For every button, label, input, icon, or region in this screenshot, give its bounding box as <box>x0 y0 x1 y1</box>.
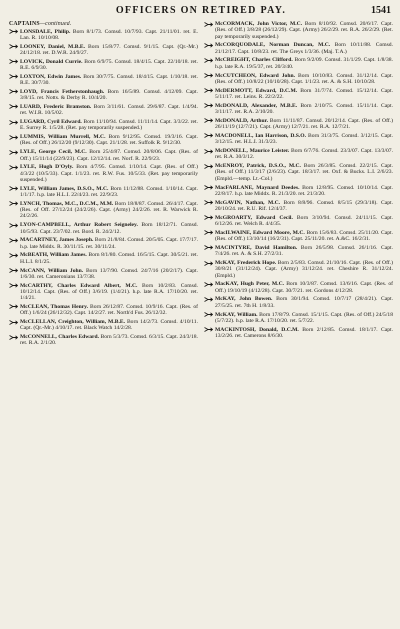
service-record: Born 14/2/73. Comsd. 4/10/11. Capt. (Qr.-Mr.) 4/10/17. ret. Black Watch 14/2/28. <box>20 319 198 332</box>
columns <box>9 21 393 349</box>
officer-entry <box>9 29 198 42</box>
swords-icon <box>204 261 213 266</box>
officer-entry <box>9 283 198 302</box>
officer-entry <box>9 304 198 317</box>
officer-entry <box>204 57 393 70</box>
officer-entry <box>9 134 198 147</box>
officer-entry <box>204 200 393 213</box>
swords-icon <box>9 186 18 191</box>
officer-name: McDERMOTT, Edward, D.C.M. <box>215 87 298 94</box>
officer-entry <box>204 260 393 279</box>
officer-name: McDONALD, Alexander, M.B.E. <box>215 102 298 109</box>
officer-name: LOVICK, Donald Currie. <box>20 58 83 65</box>
service-record: Born 8/10/92. Comsd. 20/6/17. Capt. (Res. of Off.) 3/8/28 (26/12/29). Capt. (Army) 26/2/29. ret. R.A. 26/2/29. (Ret. pay temporarily suspended.) <box>215 21 393 40</box>
officer-name: LYON-CAMPBELL, Arthur Robert Seigneley. <box>20 222 138 229</box>
officer-name: McCORMACK, John Victor, M.C. <box>215 21 303 27</box>
officer-entry <box>204 245 393 258</box>
swords-icon <box>204 133 213 138</box>
swords-icon <box>9 283 18 288</box>
officer-name: MacKAY, Hugh Peter, M.C. <box>215 281 285 288</box>
swords-icon <box>9 335 18 340</box>
officer-name: MACKINTOSH, Donald, D.C.M. <box>215 326 299 333</box>
officer-entry <box>9 252 198 265</box>
officer-name: McCLEAN, Thomas Henry. <box>20 303 89 310</box>
service-record: Born 18/12/71. Comsd. 10/5/93. Capt. 23/7/02. ret. Bord. R. 24/2/12. <box>20 222 198 235</box>
swords-icon <box>204 22 213 27</box>
officer-entry <box>9 44 198 57</box>
service-record: Born 17/8/79. Comsd. 15/1/15. Capt. (Res. of Off.) 24/5/18 (5/7/22). h.p. late R.A. 17/10/20. ret. 5/7/22. <box>215 311 393 324</box>
swords-icon <box>9 201 18 206</box>
officer-entry <box>9 59 198 72</box>
swords-icon <box>204 103 213 108</box>
service-record: Born 31/3/75. Comsd. 3/12/15. Capt. 3/12/15. ret. H.L.I. 31/3/23. <box>215 132 393 146</box>
swords-icon <box>9 44 18 49</box>
officer-entry <box>204 88 393 101</box>
swords-icon <box>9 223 18 228</box>
officer-entry <box>204 215 393 228</box>
officer-entry <box>204 281 393 294</box>
officer-entry <box>9 201 198 220</box>
officer-name: MACINTYRE, David Hamilton. <box>215 244 298 251</box>
officer-name: LUARD, Frederic Bramston. <box>20 103 92 110</box>
officer-entry <box>204 230 393 243</box>
officer-name: McKAY, William. <box>215 311 258 318</box>
swords-icon <box>9 89 18 94</box>
swords-icon <box>204 282 213 287</box>
service-record: Born 13/7/90. Comsd. 24/7/16 (20/2/17). Capt. 1/6/30. ret. Cameronians 13/7/38. <box>20 267 198 280</box>
officer-name: MacILWAINE, Edward Moore, M.C. <box>215 229 305 236</box>
swords-icon <box>9 74 18 79</box>
swords-icon <box>204 43 213 48</box>
swords-icon <box>204 58 213 63</box>
officer-name: McKAY, John Bowen. <box>215 296 273 303</box>
service-record: Born 3/10/94. Comsd. 24/11/15. Capt. 6/12/26. ret. Welch R. 4/4/35. <box>215 214 393 228</box>
swords-icon <box>9 320 18 325</box>
officer-entry <box>9 89 198 102</box>
officer-entry <box>204 42 393 55</box>
service-record: Born 9/12/95. Comsd. 19/3/16. Capt. (Res. of Off.) 26/12/20 (9/12/30). Capt. 21/1/28. ret. Suffolk R. 9/12/30. <box>20 134 198 147</box>
service-record: Born 8/8/96. Comsd. 8/5/15 (29/3/18). Capt. 20/10/24. ret. R.U. Rif. 12/4/37. <box>215 199 393 212</box>
officer-entry <box>9 149 198 162</box>
service-record: Born 2/5/83. Comsd. 21/10/16. Capt. (Res. of Off.) 30/8/21 (31/12/24). Capt. (Army) 31/12/24. ret. Cheshire R. 31/12/24. (Empld.) <box>215 260 393 279</box>
officer-name: McCREIGHT, Charles Clifford. <box>215 57 293 64</box>
officer-entry <box>9 164 198 183</box>
section-heading <box>9 21 198 27</box>
officer-entry <box>204 148 393 161</box>
page-title: OFFICERS ON RETIRED PAY. <box>115 5 287 16</box>
officer-name: McCARTHY, Charles Edward Albert, M.C. <box>20 282 138 289</box>
swords-icon <box>204 164 213 169</box>
service-record: Born 12/8/95. Comsd. 10/10/14. Capt. 22/8/17. h.p. late Middx. R. 21/3/20. ret. 21/3/20. <box>215 184 393 197</box>
officer-name: McCLELLAN, Creighton, William, M.B.E. <box>20 319 125 326</box>
officer-name: MACDONELL, Ian Harrison, D.S.O. <box>215 132 307 139</box>
officer-name: McCUTCHEON, Edward John. <box>215 72 295 79</box>
service-record: Born 5/3/73. Comsd. 6/3/15. Capt. 24/3/18. ret. R.A. 2/1/20. <box>20 334 198 347</box>
officer-entry <box>204 73 393 86</box>
officer-entry <box>9 319 198 332</box>
service-record: Born 15/8/77. Comsd. 9/1/15. Capt. (Qr.-Mr.) 24/12/18. ret. D.W.R. 24/9/27. <box>20 43 198 56</box>
swords-icon <box>204 297 213 302</box>
swords-icon <box>204 327 213 332</box>
swords-icon <box>204 230 213 235</box>
service-record: Born 18/8/87. Comsd. 26/4/17. Capt. (Res. of Off. 27/12/24 (24/2/26). Capt. (Army) 24/2/26. ret. R. Warwick R. 24/2/26. <box>20 200 198 220</box>
service-record: Born 30/7/75. Comsd. 18/4/15. Capt. 1/10/18. ret. R.E. 30/7/30. <box>20 73 198 87</box>
officer-name: McBEATH, William James. <box>20 252 87 259</box>
officer-name: McCANN, William John. <box>20 267 84 274</box>
officer-name: LUGARD, Cyril Edward. <box>20 119 82 126</box>
service-record: Born 11/12/88. Comsd. 1/10/14. Capt. 1/1/17. h.p. late H.L.I. 22/4/23. ret. 22/9/23. <box>20 185 198 199</box>
service-record: Born 2/10/75. Comsd. 15/11/14. Capt. 3/11/17. ret. R.A. 2/10/20. <box>215 102 393 116</box>
service-record: Born 10/2/83. Comsd. 10/12/14. Capt. (Res. of Off.) 3/6/19. (1/4/21). h.p. late R.A. 17/10/20. ret. 1/4/21. <box>20 282 198 302</box>
right-column <box>203 21 393 349</box>
officer-name: McCONNELL, Charles Edward. <box>20 334 100 341</box>
officer-entry <box>204 296 393 309</box>
officer-entry <box>204 103 393 116</box>
swords-icon <box>204 88 213 93</box>
officer-entry <box>9 334 198 347</box>
service-record: Born 26/5/98. Comsd. 26/1/16. Capt. 7/4/26. ret. A. & S.H. 27/2/31. <box>215 244 393 258</box>
service-record: Born 25/4/87. Comsd. 20/8/06. Capt. (Res. of Off.) 15/11/14 (22/9/23). Capt. 12/12/14. ret. Norf. R. 22/9/23. <box>20 149 198 162</box>
swords-icon <box>204 312 213 317</box>
officer-name: McKAY, Frederick Hope. <box>215 260 277 266</box>
officer-name: LYNCH, Thomas, M.C., D.C.M., M.M. <box>20 200 114 207</box>
swords-icon <box>9 120 18 125</box>
swords-icon <box>204 149 213 154</box>
swords-icon <box>9 304 18 309</box>
swords-icon <box>9 135 18 140</box>
service-record: Born 8/1/80. Comsd. 16/5/15. Capt. 30/5/21. ret. H.L.I. 8/1/25. <box>20 252 198 265</box>
swords-icon <box>204 215 213 220</box>
officer-name: McGROARTY, Edward Cecil. <box>215 214 293 221</box>
service-record: Born 11/11/87. Comsd. 20/12/14. Capt. (Res. of Off.) 26/11/19 (12/7/21). Capt. (Army) 12/7/21. ret. R.A. 12/7/21. <box>215 117 393 131</box>
swords-icon <box>9 165 18 170</box>
officer-name: McENROY, Patrick, D.S.O., M.C. <box>215 163 301 170</box>
service-record: Born 6/9/75. Comsd. 18/4/15. Capt. 22/10/18. ret. R.E. 6/9/30. <box>20 58 198 71</box>
swords-icon <box>9 104 18 109</box>
officer-name: MacFARLANE, Maynard Deedes. <box>215 184 300 191</box>
service-record: Born 2/12/85. Comsd. 18/1/17. Capt. 13/2/26. ret. Camerons 8/6/30. <box>215 326 393 339</box>
service-record: Born 10/10/83. Comsd. 31/12/14. Capt. (Res. of Off.) 10/8/22 (10/10/28). Capt. 1/1/23. ret. A. & S.H. 10/10/28. <box>215 72 393 85</box>
service-record: Born 6/7/76. Comsd. 23/3/07. Capt. 13/3/07. ret. R.A. 30/3/12. <box>215 148 393 161</box>
officer-name: LOYD, Francis Fetherstonhaugh. <box>20 88 105 95</box>
service-record: Born 9/2/09. Comsd. 31/1/29. Capt. 1/8/38. h.p. late R.A. 19/5/37, ret. 20/3/40. <box>215 57 393 70</box>
service-record: Born 16/5/89. Comsd. 4/12/09. Capt. 3/8/15. ret. Notts. & Derby R. 10/4/20. <box>20 88 198 102</box>
swords-icon <box>9 150 18 155</box>
service-record: Born 31/7/74. Comsd. 15/12/14. Capt. 5/11/17. ret. Leins. R. 22/2/22. <box>215 87 393 100</box>
officer-name: McDONELL, Maurice Leister. <box>215 148 290 155</box>
officer-entry <box>9 268 198 281</box>
officer-name: LONSDALE, Philip. <box>20 28 71 35</box>
officer-entry <box>204 118 393 131</box>
officer-entry <box>204 327 393 340</box>
service-record: Born 11/10/94. Comsd. 11/11/14. Capt. 3/3/22. ret. E. Surrey R. 1/5/28. (Ret. pay temporarily suspended.) <box>20 119 198 132</box>
left-column <box>9 21 198 349</box>
officer-entry <box>9 237 198 250</box>
section-heading-suffix: —continued. <box>39 21 72 27</box>
officer-entry <box>204 133 393 146</box>
swords-icon <box>204 200 213 205</box>
officer-name: LYLE, Hugh D'Oyly. <box>20 164 74 171</box>
page-number: 1541 <box>371 5 391 16</box>
service-record: Born 3/11/61. Comsd. 29/6/87. Capt. 1/4/94. ret. W.I.R. 10/5/02. <box>20 103 198 117</box>
service-record: Born 26/12/87. Comsd. 10/9/16. Capt. (Res. of Off.) 1/6/24 (26/12/32). Capt. 14/2/27. ret. North'd Fus. 26/12/32. <box>20 303 198 317</box>
running-head <box>9 5 393 18</box>
swords-icon <box>204 118 213 123</box>
officer-entry <box>9 119 198 132</box>
officer-entry <box>9 74 198 87</box>
service-record: Born 4/7/95. Comsd. 1/10/14. Capt. (Res. of Off.) 4/3/22 (10/5/33). Capt. 1/1/23. ret. R.W. Fus. 10/5/33. (Ret. pay temporarily suspended.) <box>20 164 198 183</box>
service-record: Born 10/11/88. Comsd. 21/12/17. Capt. 10/8/23. ret. The Greys 1/3/36. (Maj. T.A.) <box>215 42 393 55</box>
officer-name: LUMMIS, William Murrell, M.C. <box>20 134 106 141</box>
section-heading-text: CAPTAINS <box>9 21 40 27</box>
service-record: Born 8/1/73. Comsd. 10/7/93. Capt. 21/11/01. ret. E. Lan. R. 10/10/08. <box>20 28 198 41</box>
swords-icon <box>9 29 18 34</box>
service-record: Born 30/1/94. Comsd. 10/7/17 (28/4/21). Capt. 27/5/25. ret. 7th H. 1/8/33. <box>215 296 393 309</box>
service-record: Born 21/8/84. Comsd. 20/5/05. Capt. 17/7/17. h.p. late Middx. R. 30/11/15. ret. 30/11/24. <box>20 237 198 250</box>
officer-entry <box>204 312 393 325</box>
swords-icon <box>204 185 213 190</box>
officer-entry <box>204 163 393 182</box>
officer-entry <box>9 104 198 117</box>
officer-name: LYLE, George Cecil, M.C. <box>20 149 87 156</box>
swords-icon <box>9 268 18 273</box>
swords-icon <box>9 59 18 64</box>
service-record: Born 15/6/83. Comsd. 25/11/20. Capt. (Res. of Off.) 13/10/14 (16/2/31). Capt. 25/11/20. ret. A.&C. 16/2/31. <box>215 229 393 243</box>
officer-entry <box>9 222 198 235</box>
officer-name: McGAVIN, Nathan, M.C. <box>215 199 281 206</box>
officer-name: LOONEY, Daniel, M.B.E. <box>20 43 85 50</box>
officer-name: McDONALD, Arthur. <box>215 117 268 124</box>
officer-name: LOXTON, Edwin James. <box>20 73 82 80</box>
swords-icon <box>9 253 18 258</box>
officer-entry <box>204 185 393 198</box>
service-record: Born 10/3/87. Comsd. 13/6/16. Capt. (Res. of Off.) 19/10/19 (4/12/28). Capt. 30/7/21. ret. Gordons 4/12/28. <box>215 281 393 294</box>
swords-icon <box>9 238 18 243</box>
swords-icon <box>204 245 213 250</box>
officer-name: LYLE, William James, D.S.O., M.C. <box>20 185 109 192</box>
officer-entry <box>204 21 393 40</box>
officer-name: MACARTNEY, James Joseph. <box>20 237 94 244</box>
officer-entry <box>9 186 198 199</box>
officer-name: McCORQUODALE, Norman Duncan, M.C. <box>215 42 331 49</box>
service-record: Born 26/3/85. Comsd. 22/2/15. Capt. (Res. of Off.) 11/3/17 (2/6/23). Capt. 18/3/17. ret. Oxf. & Bucks. L.I. 2/6/23. (Empld.—temp. Lt.-Col.) <box>215 163 393 182</box>
swords-icon <box>204 73 213 78</box>
